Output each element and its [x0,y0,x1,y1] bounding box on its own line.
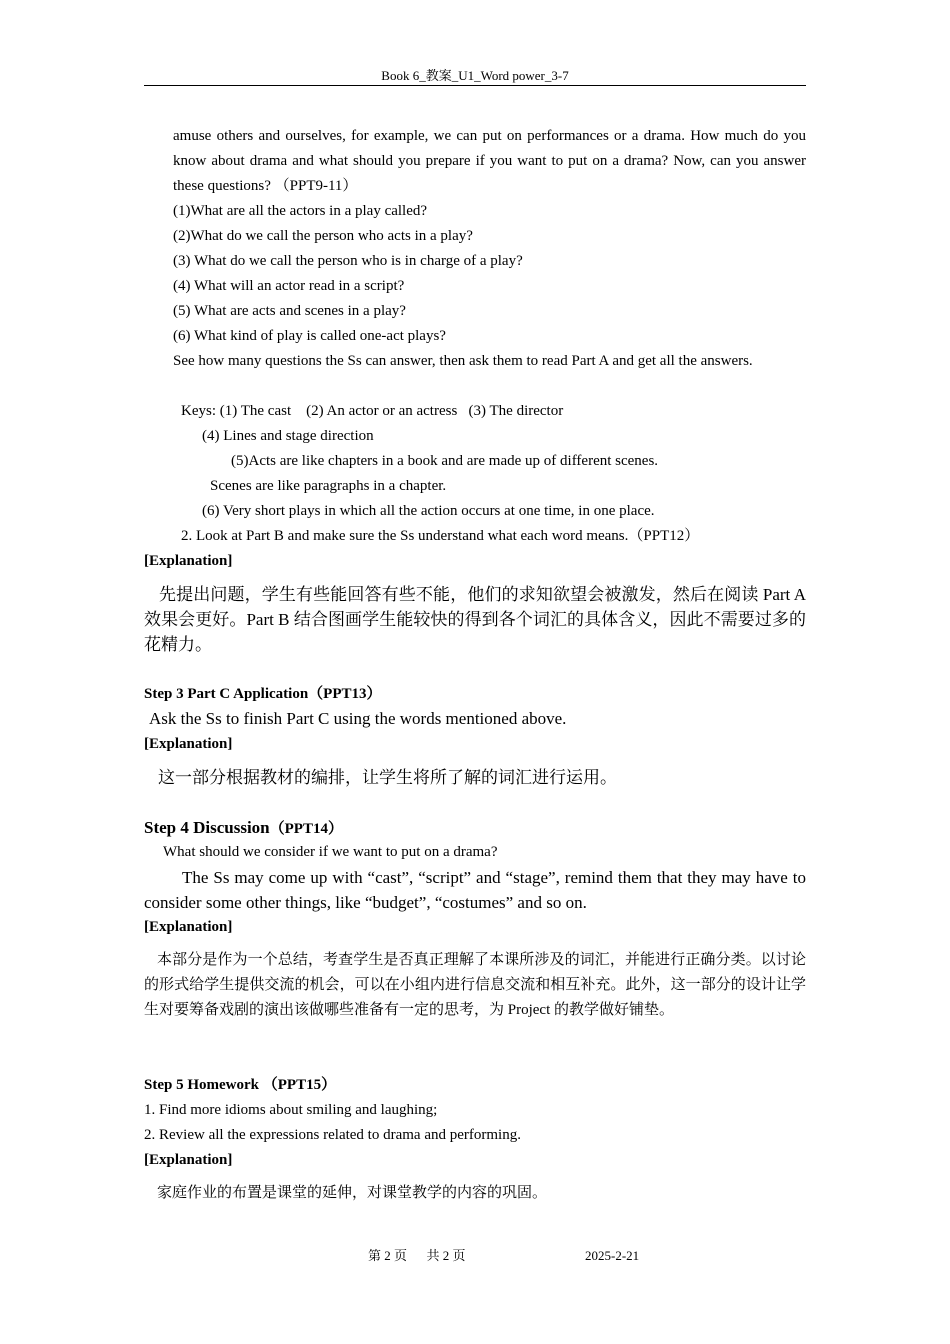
step-3-text: Ask the Ss to finish Part C using the words mentioned above. [149,709,567,728]
page-header: Book 6_教案_U1_Word power_3-7 [381,68,569,83]
step-3-heading: Step 3 Part C Application（PPT13） [144,686,382,702]
keys-line-4: Scenes are like paragraphs in a chapter. [210,478,447,494]
question-2: (2)What do we call the person who acts in a play? [173,228,473,244]
explanation-label: [Explanation] [144,1152,233,1168]
keys-line-1: Keys: (1) The cast (2) An actor or an actress (3) The director [181,403,564,419]
question-1: (1)What are all the actors in a play called? [173,203,428,219]
header-divider [144,85,806,86]
step-5-heading: Step 5 Homework （PPT15） [144,1077,337,1093]
step-4-text: The Ss may come up with “cast”, “script” and “stage”, remind them that they may have to consider some other things, like “budget”, “costumes” and so on. [144,868,806,912]
explanation-1-text: 先提出问题，学生有些能回答有些不能，他们的求知欲望会被激发，然后在阅读 Part A 效果会更好。Part B 结合图画学生能较快的得到各个词汇的具体含义，因此不需要过多的花精力。 [144,585,806,654]
step-4-explanation: 本部分是作为一个总结，考查学生是否真正理解了本课所涉及的词汇，并能进行正确分类。以讨论的形式给学生提供交流的机会，可以在小组内进行信息交流和相互补充。此外，这一部分的设计让学生对要筹备戏剧的演出该做哪些准备有一定的思考，为 Project 的教学做好铺垫。 [144,952,806,1018]
instruction-paragraph: See how many questions the Ss can answer, then ask them to read Part A and get all the answers. [173,353,753,369]
explanation-label: [Explanation] [144,919,233,935]
explanation-label: [Explanation] [144,736,233,752]
footer-date: 2025-2-21 [585,1248,640,1263]
step-3-explanation: 这一部分根据教材的编排，让学生将所了解的词汇进行运用。 [158,768,617,787]
keys-line-3: (5)Acts are like chapters in a book and are made up of different scenes. [231,453,659,469]
keys-line-5: (6) Very short plays in which all the action occurs at one time, in one place. [202,503,655,519]
homework-item-2: 2. Review all the expressions related to drama and performing. [144,1127,521,1143]
step-4-question: What should we consider if we want to put on a drama? [163,844,498,860]
keys-line-2: (4) Lines and stage direction [202,428,374,444]
page-number: 第 2 页 共 2 页 [368,1248,466,1263]
question-6: (6) What kind of play is called one-act plays? [173,328,446,344]
step-4-heading [144,815,343,842]
step-4-heading-ppt: （PPT14） [269,821,343,837]
step-4-heading-main: Step 4 Discussion [144,818,270,837]
step-5-explanation: 家庭作业的布置是课堂的延伸，对课堂教学的内容的巩固。 [157,1185,548,1201]
question-5: (5) What are acts and scenes in a play? [173,303,406,319]
question-4: (4) What will an actor read in a script? [173,278,405,294]
homework-item-1: 1. Find more idioms about smiling and laughing; [144,1102,438,1118]
explanation-label: [Explanation] [144,553,233,569]
question-3: (3) What do we call the person who is in charge of a play? [173,253,523,269]
intro-paragraph: amuse others and ourselves, for example, we can put on performances or a drama. How much do you know about drama and what should you prepare if you want to put on a drama? Now, can you answer these questions? （PPT9-11） [173,128,806,194]
item-2-text: 2. Look at Part B and make sure the Ss understand what each word means.（PPT12） [181,528,700,544]
